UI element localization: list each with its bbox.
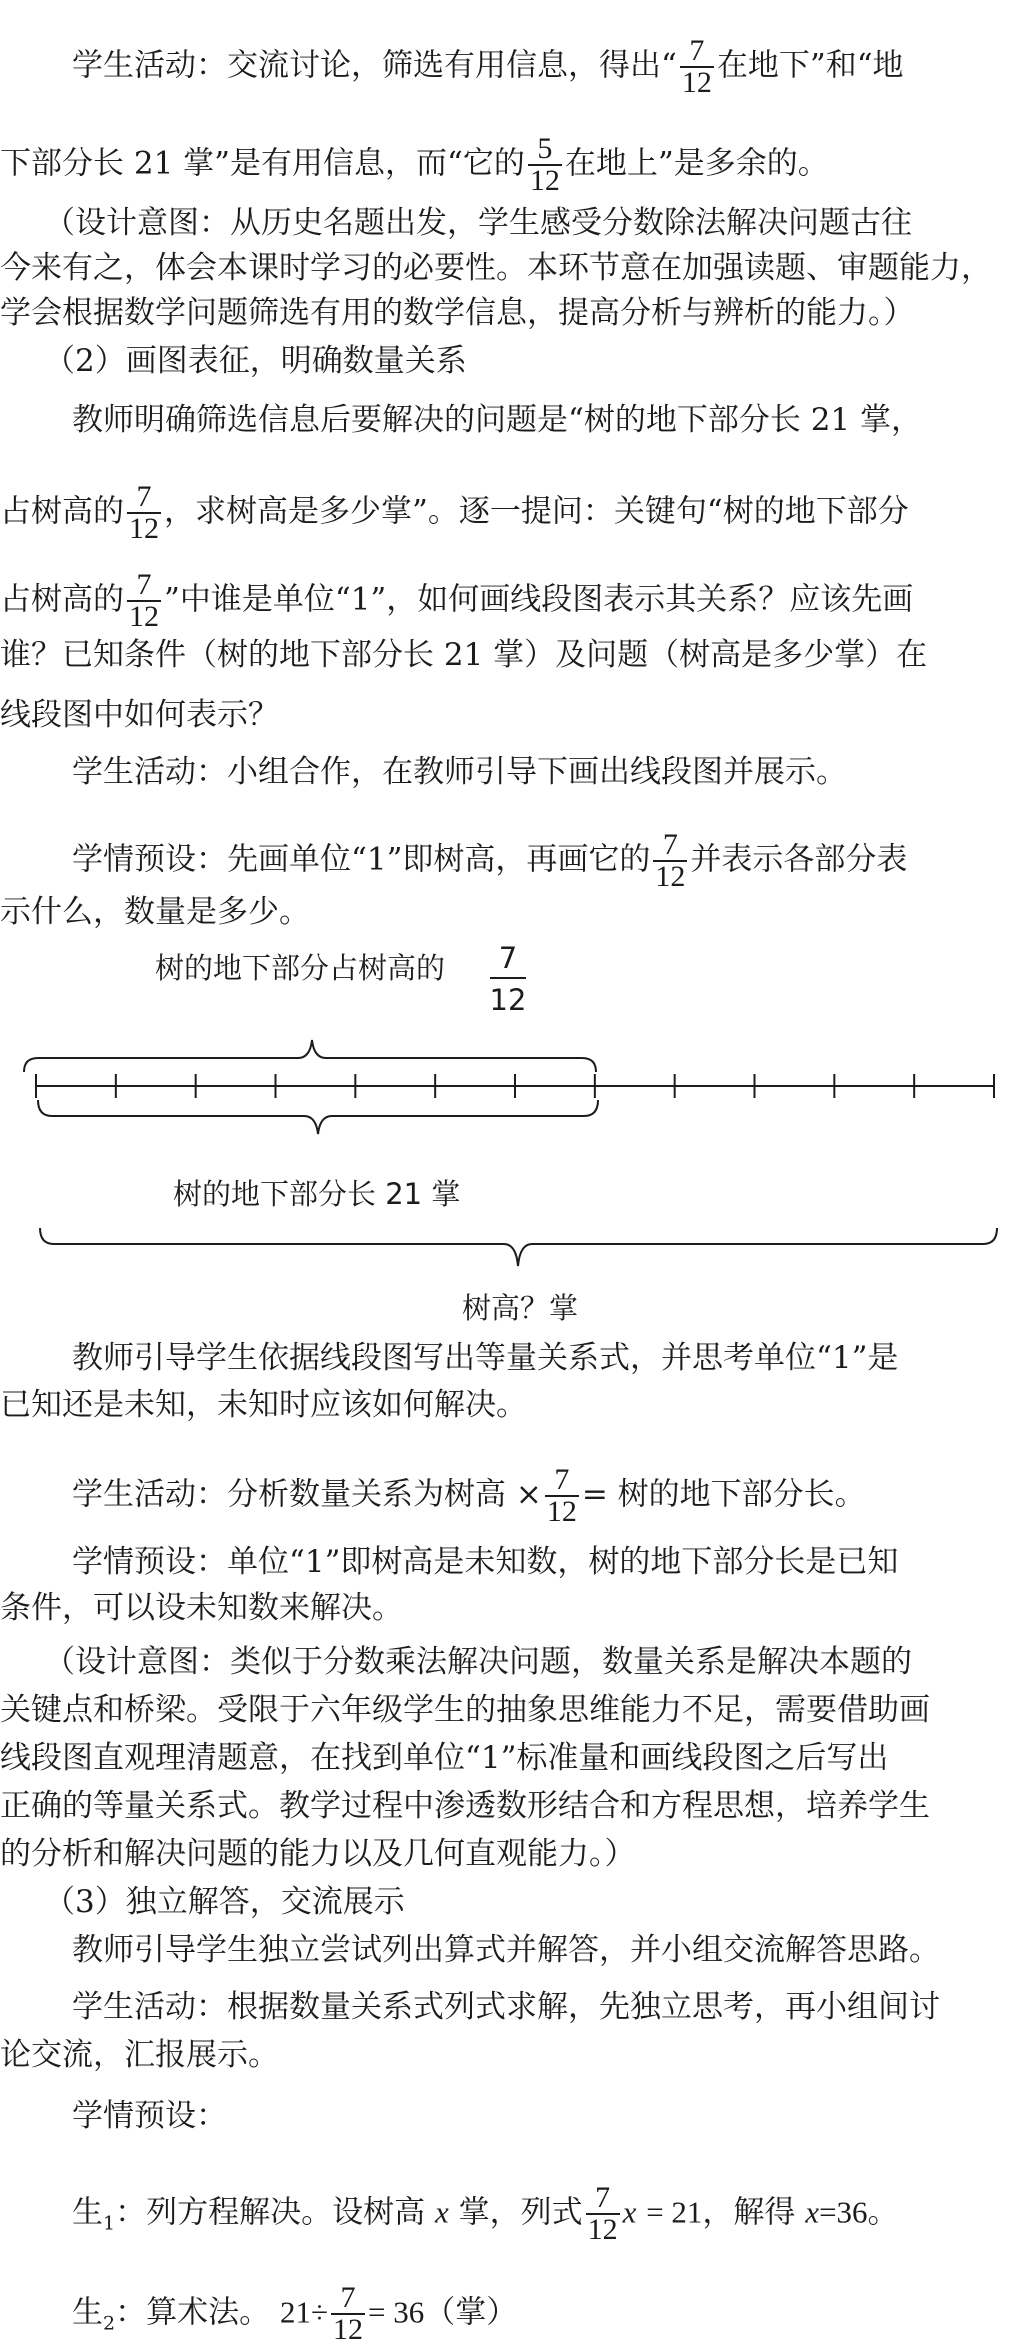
frac-den: 12: [655, 860, 686, 893]
text: = 树的地下部分长。: [581, 1476, 866, 1513]
diagram-top-frac-den: 12: [489, 983, 527, 1017]
variable-x: x: [434, 2194, 449, 2230]
design-2-line-5: 的分析和解决问题的能力以及几何直观能力。）: [0, 1836, 636, 1872]
fraction-7-12: [331, 2283, 365, 2345]
text: 学生活动：交流讨论，筛选有用信息，得出“: [72, 47, 677, 84]
fraction-7-12: [545, 1465, 579, 1527]
fraction-7-12: [586, 2183, 620, 2245]
frac-num: 5: [537, 132, 553, 165]
text: 掌，列式: [458, 2194, 583, 2231]
text: 并表示各部分表: [690, 841, 908, 878]
text: 生: [72, 2194, 103, 2231]
para-5-line-1: 教师引导学生依据线段图写出等量关系式，并思考单位“1”是: [72, 1340, 899, 1376]
section-heading-2: （2）画图表征，明确数量关系: [44, 343, 467, 379]
para-10: 学情预设：: [72, 2098, 227, 2134]
text: ”中谁是单位“1”，如何画线段图表示其关系？应该先画: [164, 581, 914, 618]
fraction-7-12: [653, 830, 687, 892]
para-9-line-2: 论交流，汇报展示。: [0, 2037, 279, 2073]
frac-den: 12: [546, 1495, 577, 1528]
para-8: 教师引导学生独立尝试列出算式并解答，并小组交流解答思路。: [72, 1932, 940, 1968]
para-2-line-4: 谁？已知条件（树的地下部分长 21 掌）及问题（树高是多少掌）在: [0, 637, 928, 673]
frac-den: 12: [681, 66, 712, 99]
para-2-line-3: [0, 568, 914, 633]
para-3: 学生活动：小组合作，在教师引导下画出线段图并展示。: [72, 754, 847, 790]
line-segment-diagram: [0, 940, 1013, 1340]
fraction-5-12: [528, 134, 562, 196]
text: 学生活动：分析数量关系为树高 ×: [72, 1476, 542, 1513]
text: 在地上”是多余的。: [564, 145, 829, 182]
text: ，求树高是多少掌”。逐一提问：关键句“树的地下部分: [164, 493, 909, 530]
text: = 36: [367, 2294, 425, 2330]
para-1-line-1: [72, 34, 904, 99]
text: 生: [72, 2294, 103, 2331]
frac-num: 7: [595, 2181, 611, 2214]
frac-den: 12: [129, 600, 159, 633]
design-2-line-2: 关键点和桥梁。受限于六年级学生的抽象思维能力不足，需要借助画: [0, 1692, 930, 1728]
frac-num: 7: [136, 568, 152, 601]
diagram-bottom-label: 树高？掌: [462, 1291, 579, 1325]
variable-x: x: [622, 2194, 637, 2230]
frac-num: 7: [136, 480, 152, 513]
text: 占树高的: [0, 581, 124, 618]
segment-line: [36, 1074, 994, 1098]
frac-num: 7: [554, 1463, 570, 1496]
para-2-line-1: 教师明确筛选信息后要解决的问题是“树的地下部分长 21 掌，: [72, 402, 922, 438]
para-2-line-2: [0, 480, 909, 545]
para-2-line-5: 线段图中如何表示？: [0, 697, 279, 733]
frac-num: 7: [689, 34, 705, 67]
total-brace: [40, 1228, 997, 1266]
diagram-top-label: 树的地下部分占树高的: [155, 951, 446, 985]
design-2-line-4: 正确的等量关系式。教学过程中渗透数形结合和方程思想，培养学生: [0, 1788, 930, 1824]
diagram-top-frac-num: 7: [498, 941, 518, 975]
text: （掌）: [424, 2294, 518, 2331]
top-brace: [24, 1040, 596, 1072]
frac-den: 12: [332, 2313, 363, 2346]
design-1-line-3: 学会根据数学问题筛选有用的数学信息，提高分析与辨析的能力。）: [0, 295, 915, 331]
para-4-line-2: 示什么，数量是多少。: [0, 894, 310, 930]
para-6: [72, 1463, 866, 1528]
student-1-solution: [72, 2181, 899, 2246]
design-1-line-2: 今来有之，体会本课时学习的必要性。本环节意在加强读题、审题能力，: [0, 250, 992, 286]
frac-num: 7: [662, 828, 678, 861]
variable-x: x: [805, 2194, 820, 2230]
subscript: 2: [103, 2312, 116, 2335]
text: ：算术法。: [115, 2294, 271, 2331]
para-9-line-1: 学生活动：根据数量关系式列式求解，先独立思考，再小组间讨: [72, 1989, 940, 2025]
para-4-line-1: [72, 828, 908, 893]
frac-num: 7: [340, 2281, 356, 2314]
fraction-7-12: [127, 482, 161, 544]
subscript: 1: [103, 2212, 116, 2235]
frac-den: 12: [529, 164, 560, 197]
para-5-line-2: 已知还是未知，未知时应该如何解决。: [0, 1387, 527, 1423]
bottom-brace: [38, 1100, 598, 1134]
text: = 21，解得: [646, 2194, 796, 2230]
para-1-line-2: [0, 132, 829, 197]
para-7-line-2: 条件，可以设未知数来解决。: [0, 1590, 403, 1626]
text: 学情预设：先画单位“1”即树高，再画它的: [72, 841, 651, 878]
design-2-line-1: （设计意图：类似于分数乘法解决问题，数量关系是解决本题的: [44, 1644, 912, 1680]
text: 下部分长 21 掌”是有用信息，而“它的: [0, 145, 525, 182]
text: 在地下”和“地: [716, 47, 904, 84]
section-heading-3: （3）独立解答，交流展示: [44, 1884, 405, 1920]
fraction-7-12: [680, 36, 714, 98]
frac-den: 12: [129, 512, 159, 545]
frac-den: 12: [587, 2213, 618, 2246]
fraction-7-12: [127, 570, 161, 632]
para-7-line-1: 学情预设：单位“1”即树高是未知数，树的地下部分长是已知: [72, 1544, 899, 1580]
student-2-solution: [72, 2281, 518, 2346]
diagram-top-fraction: [490, 941, 527, 1017]
text: 占树高的: [0, 493, 124, 530]
design-2-line-3: 线段图直观理清题意，在找到单位“1”标准量和画线段图之后写出: [0, 1740, 889, 1776]
text: 21÷: [279, 2294, 328, 2330]
text: =36。: [819, 2194, 899, 2230]
design-1-line-1: （设计意图：从历史名题出发，学生感受分数除法解决问题古往: [44, 205, 912, 241]
diagram-mid-label: 树的地下部分长 21 掌: [173, 1177, 461, 1211]
text: ：列方程解决。设树高: [115, 2194, 426, 2231]
